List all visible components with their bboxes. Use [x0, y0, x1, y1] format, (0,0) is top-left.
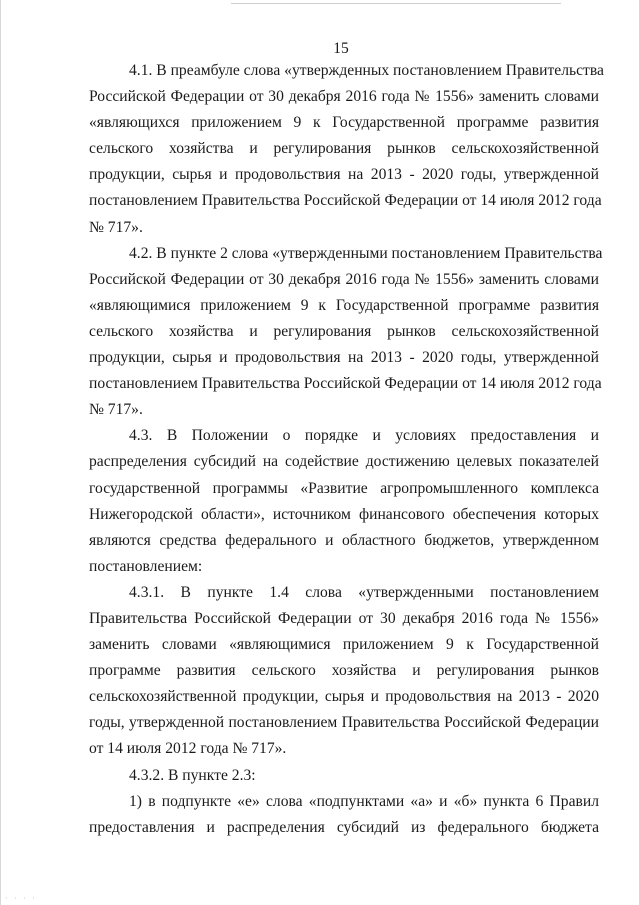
- scan-edge-line: [231, 3, 561, 4]
- text-line: от 14 июля 2012 года № 717».: [89, 740, 287, 758]
- text-line: постановлением Правительства Российской Федерации от 14 июля 2012 года: [89, 192, 602, 210]
- paragraph-4-3-2: [89, 763, 599, 789]
- text-line: 1) в подпункте «е» слова «подпунктами «а» и «б» пункта 6 Правил: [129, 792, 599, 810]
- text-line: распределения субсидий на содействие достижению целевых показателей: [89, 453, 599, 471]
- text-line: продукции, сырья и продовольствия на 2013 - 2020 годы, утвержденной: [89, 166, 599, 184]
- text-line: являются средства федерального и областного бюджетов, утвержденном: [89, 531, 599, 549]
- text-line: 4.1. В преамбуле слова «утвержденных постановлением Правительства: [129, 62, 604, 79]
- text-line: программе развития сельского хозяйства и регулирования рынков: [89, 662, 599, 680]
- text-line: постановлением:: [89, 557, 203, 575]
- text-line: заменить словами «являющимися приложением 9 к Государственной: [89, 636, 599, 654]
- paragraph-4-1: [89, 58, 604, 241]
- text-line: «являющимися приложением 9 к Государственной программе развития: [89, 296, 599, 314]
- text-line: постановлением Правительства Российской Федерации от 14 июля 2012 года: [89, 375, 602, 393]
- text-line: 4.3. В Положении о порядке и условиях предоставления и: [129, 427, 599, 445]
- page-number: 15: [333, 40, 349, 57]
- paragraph-4-3: [89, 423, 599, 580]
- text-line: сельскохозяйственной продукции, сырья и продовольствия на 2013 - 2020: [89, 688, 599, 706]
- text-line: годы, утвержденной постановлением Правительства Российской Федерации: [89, 714, 599, 732]
- text-line: сельского хозяйства и регулирования рынков сельскохозяйственной: [89, 322, 599, 340]
- text-line: 4.3.2. В пункте 2.3:: [129, 766, 256, 784]
- document-body: [89, 58, 604, 841]
- paragraph-4-3-2-1: [89, 789, 599, 841]
- text-line: сельского хозяйства и регулирования рынков сельскохозяйственной: [89, 140, 599, 158]
- text-line: Российской Федерации от 30 декабря 2016 года № 1556» заменить словами: [89, 88, 599, 106]
- text-line: государственной программы «Развитие агропромышленного комплекса: [89, 479, 599, 497]
- text-line: предоставления и распределения субсидий из федерального бюджета: [89, 818, 599, 836]
- text-line: 4.2. В пункте 2 слова «утвержденными постановлением Правительства: [129, 244, 603, 262]
- scan-margin-dots: · · · ·: [5, 894, 37, 903]
- paragraph-4-2: [89, 241, 603, 424]
- text-line: № 717».: [89, 218, 143, 236]
- text-line: Нижегородской области», источником финансового обеспечения которых: [89, 505, 599, 523]
- text-line: Правительства Российской Федерации от 30 декабря 2016 года № 1556»: [89, 609, 599, 627]
- text-line: 4.3.1. В пункте 1.4 слова «утвержденными постановлением: [129, 583, 599, 601]
- text-line: № 717».: [89, 401, 143, 419]
- text-line: «являющихся приложением 9 к Государственной программе развития: [89, 114, 599, 132]
- text-line: Российской Федерации от 30 декабря 2016 года № 1556» заменить словами: [89, 270, 599, 288]
- text-line: продукции, сырья и продовольствия на 2013 - 2020 годы, утвержденной: [89, 349, 599, 367]
- paragraph-4-3-1: [89, 580, 599, 763]
